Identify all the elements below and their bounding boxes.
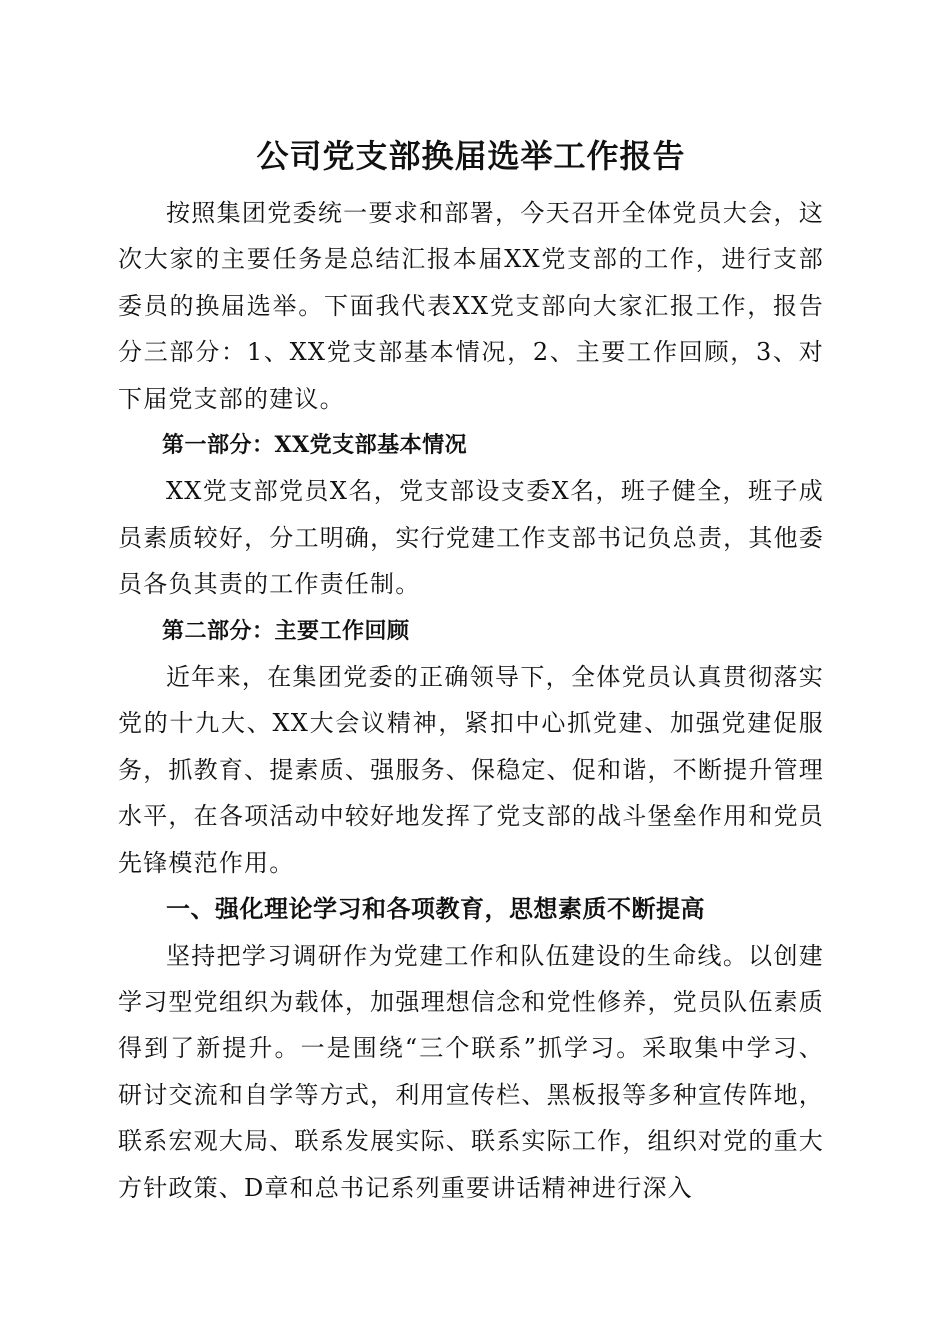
section-one-paragraph: 坚持把学习调研作为党建工作和队伍建设的生命线。以创建学习型党组织为载体，加强理想信念和党性修养，党员队伍素质得到了新提升。一是围绕“三个联系”抓学习。采取集中学习、研讨交流和自学等方式，利用宣传栏、黑板报等多种宣传阵地，联系宏观大局、联系发展实际、联系实际工作，组织对党的重大方针政策、D章和总书记系列重要讲话精神进行深入 xyxy=(118,941,824,1202)
intro-paragraph: 按照集团党委统一要求和部署，今天召开全体党员大会，这次大家的主要任务是总结汇报本届XX党支部的工作，进行支部委员的换届选举。下面我代表XX党支部向大家汇报工作，报告分三部分：1、XX党支部基本情况，2、主要工作回顾，3、对下届党支部的建议。 xyxy=(118,199,824,413)
document-page xyxy=(118,128,824,1211)
part-two-paragraph: 近年来，在集团党委的正确领导下，全体党员认真贯彻落实党的十九大、XX大会议精神，紧扣中心抓党建、加强党建促服务，抓教育、提素质、强服务、保稳定、促和谐，不断提升管理水平，在各项活动中较好地发挥了党支部的战斗堡垒作用和党员先锋模范作用。 xyxy=(118,663,824,877)
part-one-heading: 第一部分：XX党支部基本情况 xyxy=(162,432,468,459)
section-one-heading: 一、强化理论学习和各项教育，思想素质不断提高 xyxy=(166,895,705,924)
part-one-paragraph: XX党支部党员X名，党支部设支委X名，班子健全，班子成员素质较好，分工明确，实行党建工作支部书记负总责，其他委员各负其责的工作责任制。 xyxy=(118,477,824,599)
document-title: 公司党支部换届选举工作报告 xyxy=(256,137,686,175)
part-two-heading: 第二部分：主要工作回顾 xyxy=(162,617,410,644)
